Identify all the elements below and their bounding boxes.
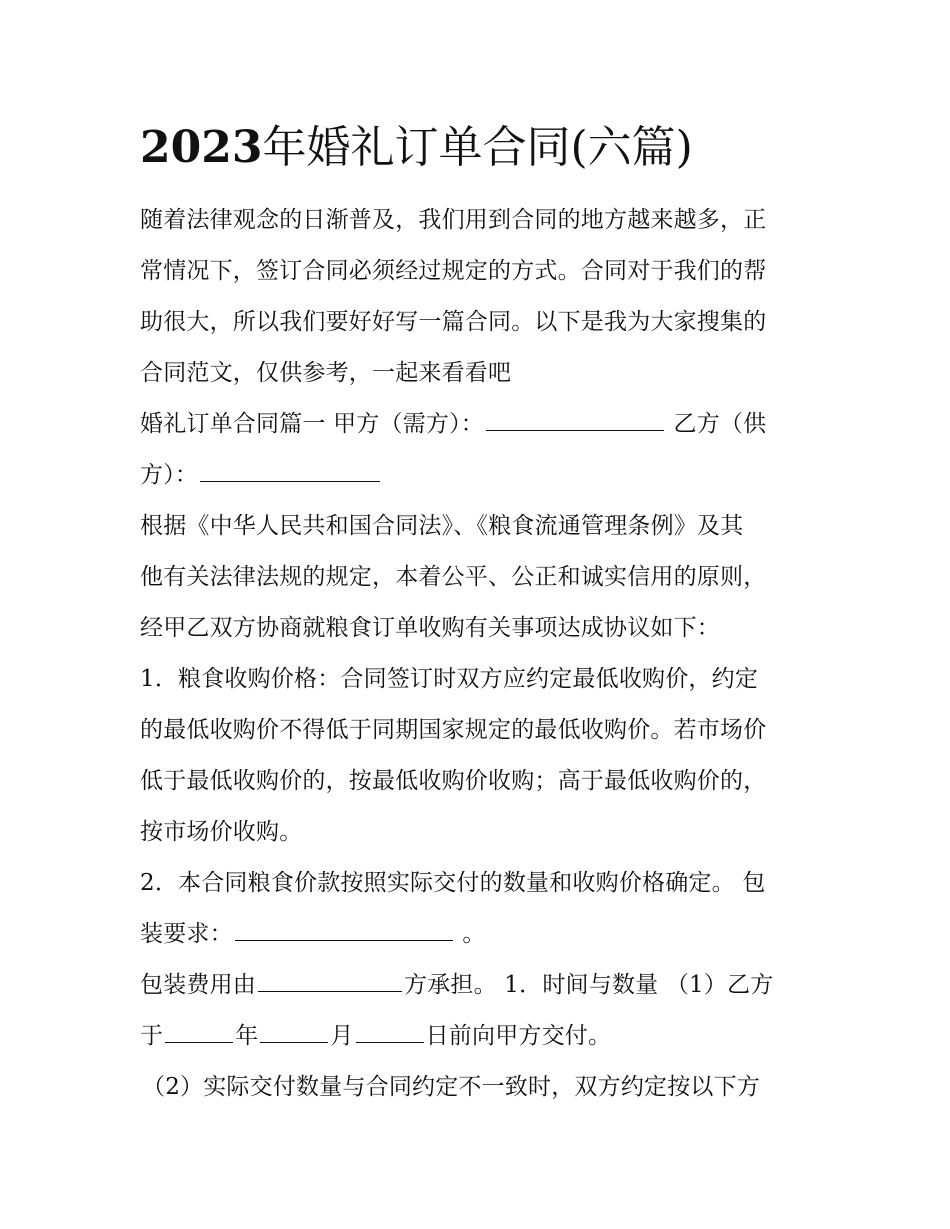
basis-line-1: 根据《中华人民共和国合同法》、《粮食流通管理条例》及其 bbox=[140, 513, 744, 539]
party-a-blank[interactable] bbox=[486, 408, 664, 431]
clause1-line-3: 低于最低收购价的，按最低收购价收购；高于最低收购价的， bbox=[140, 768, 767, 794]
clause1-line-2: 的最低收购价不得低于同期国家规定的最低收购价。若市场价 bbox=[140, 717, 767, 743]
delivery-month-blank[interactable] bbox=[260, 1020, 328, 1043]
packing-cost-party-blank[interactable] bbox=[258, 969, 402, 992]
document-title bbox=[140, 118, 693, 178]
packing-cost-rest: 方承担。 1．时间与数量 （1）乙方 bbox=[404, 972, 774, 998]
section1-party-b-line bbox=[140, 458, 382, 492]
delivery-year-label: 年 bbox=[235, 1023, 259, 1049]
packing-requirement-blank[interactable] bbox=[235, 918, 453, 941]
intro-line-1: 随着法律观念的日渐普及，我们用到合同的地方越来越多，正 bbox=[140, 207, 767, 233]
delivery-date-prefix: 于 bbox=[140, 1023, 164, 1049]
intro-line-4: 合同范文，仅供参考，一起来看看吧 bbox=[140, 360, 512, 386]
section1-party-b-label: 乙方（供 bbox=[666, 411, 767, 437]
clause2-line-2 bbox=[140, 917, 486, 951]
clause1-line-4: 按市场价收购。 bbox=[140, 819, 303, 845]
party-b-label-end: 方）： bbox=[140, 462, 199, 488]
clause2-line-1: 2．本合同粮食价款按照实际交付的数量和收购价格确定。 包 bbox=[140, 870, 766, 896]
title-text: 年婚礼订单合同(六篇) bbox=[262, 122, 693, 173]
delivery-year-blank[interactable] bbox=[165, 1020, 233, 1043]
delivery-date-suffix: 日前向甲方交付。 bbox=[425, 1023, 612, 1049]
clause-quantity-line: （2）实际交付数量与合同约定不一致时，双方约定按以下方 bbox=[142, 1074, 761, 1100]
section1-header-line bbox=[140, 407, 766, 441]
section1-party-a-label: 婚礼订单合同篇一 甲方（需方）： bbox=[140, 411, 485, 437]
packing-cost-line bbox=[140, 968, 774, 1002]
title-year: 2023 bbox=[140, 122, 263, 173]
delivery-month-label: 月 bbox=[330, 1023, 354, 1049]
packing-cost-label: 包装费用由 bbox=[140, 972, 256, 998]
clause1-line-1: 1．粮食收购价格：合同签订时双方应约定最低收购价，约定 bbox=[140, 666, 759, 692]
packing-requirement-end: 。 bbox=[454, 921, 486, 947]
basis-line-2: 他有关法律法规的规定，本着公平、公正和诚实信用的原则， bbox=[140, 564, 767, 590]
delivery-date-line bbox=[140, 1019, 611, 1053]
packing-requirement-label: 装要求： bbox=[140, 921, 233, 947]
intro-line-2: 常情况下，签订合同必须经过规定的方式。合同对于我们的帮 bbox=[140, 258, 767, 284]
basis-line-3: 经甲乙双方协商就粮食订单收购有关事项达成协议如下： bbox=[140, 615, 720, 641]
delivery-day-blank[interactable] bbox=[356, 1020, 424, 1043]
party-b-blank[interactable] bbox=[200, 459, 380, 482]
intro-line-3: 助很大，所以我们要好好写一篇合同。以下是我为大家搜集的 bbox=[140, 309, 767, 335]
